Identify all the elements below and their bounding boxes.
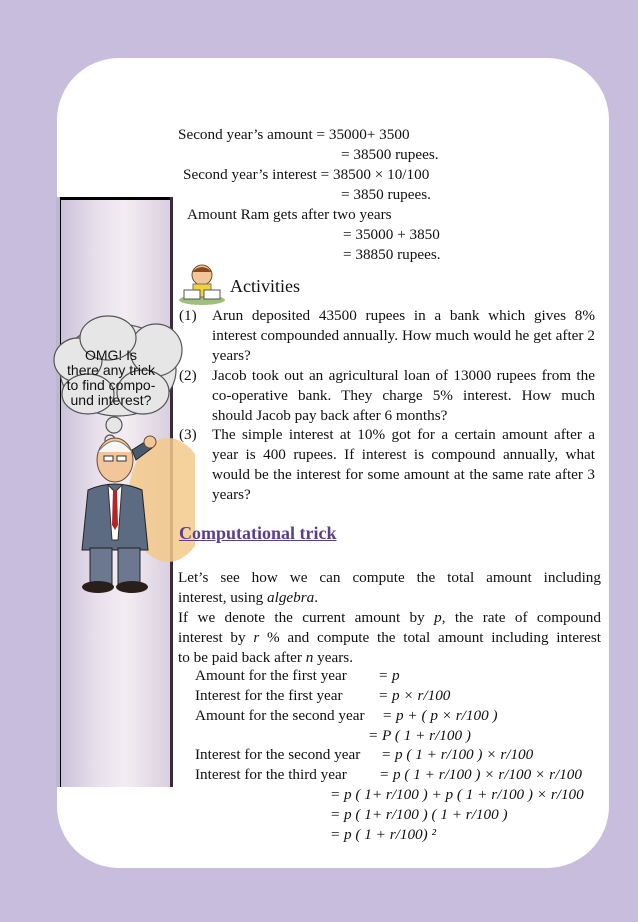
computational-trick-heading: Computational trick bbox=[179, 523, 337, 543]
activity-item bbox=[179, 366, 595, 426]
activity-number: (3) bbox=[179, 426, 197, 443]
trick-paragraph-line: to be paid back after n years. bbox=[178, 649, 354, 666]
formula-value: = p ( 1+ r/100 ) ( 1 + r/100 ) bbox=[330, 806, 508, 823]
formula-value: = p ( 1 + r/100) ² bbox=[330, 826, 437, 843]
formula-value: = P ( 1 + r/100 ) bbox=[368, 727, 471, 744]
activity-number: (2) bbox=[179, 367, 197, 384]
calc-line: = 35000 + 3850 bbox=[343, 226, 440, 243]
trick-paragraph-line: interest, using algebra. bbox=[178, 589, 319, 606]
calc-line: = 38850 rupees. bbox=[343, 246, 441, 263]
activity-text: Jacob took out an agricultural loan of 13000 rupees from the co-operative bank. They charge 5% interest. How much should Jacob pay back after 6 months? bbox=[212, 367, 595, 424]
activities-heading: Activities bbox=[230, 276, 300, 296]
calc-line: Second year’s amount = 35000+ 3500 bbox=[178, 126, 410, 143]
formula-label: Interest for the third year bbox=[195, 766, 347, 783]
cloud-line: there any trick bbox=[67, 362, 155, 378]
formula-value: = p ( 1 + r/100 ) × r/100 × r/100 bbox=[379, 766, 582, 783]
cloud-line: to find compo- bbox=[66, 377, 156, 393]
formula-value: = p bbox=[378, 667, 400, 684]
activity-item bbox=[179, 425, 595, 505]
formula-value: = p × r/100 bbox=[378, 687, 451, 704]
trick-paragraph-line: If we denote the current amount by p, the rate of compound bbox=[178, 609, 601, 626]
thought-cloud-text bbox=[50, 348, 172, 408]
activity-text: Arun deposited 43500 rupees in a bank which gives 8% interest compounded annually. How much would he get after 2 years? bbox=[212, 307, 595, 364]
calc-line: = 3850 rupees. bbox=[341, 186, 431, 203]
calc-line: = 38500 rupees. bbox=[341, 146, 439, 163]
formula-label: Amount for the second year bbox=[195, 707, 365, 724]
activity-item bbox=[179, 306, 595, 366]
trick-paragraph-line: interest by r % and compute the total amount including interest bbox=[178, 629, 601, 646]
formula-value: = p ( 1+ r/100 ) + p ( 1 + r/100 ) × r/100 bbox=[330, 786, 584, 803]
calc-line: Amount Ram gets after two years bbox=[187, 206, 392, 223]
emphasis-algebra: algebra bbox=[267, 589, 315, 606]
formula-label: Amount for the first year bbox=[195, 667, 347, 684]
formula-label: Interest for the second year bbox=[195, 746, 361, 763]
thinking-man-illustration bbox=[60, 430, 195, 600]
trick-paragraph-line: Let’s see how we can compute the total amount including bbox=[178, 569, 601, 586]
reading-child-icon bbox=[178, 262, 226, 306]
formula-value: = p + ( p × r/100 ) bbox=[382, 707, 498, 724]
activity-number: (1) bbox=[179, 307, 197, 324]
cloud-line: OMG! Is bbox=[84, 347, 138, 363]
activity-text: The simple interest at 10% got for a certain amount after a year is 400 rupees. If interest is compound annually, what would be the interest for some amount at the same rate after 3 years? bbox=[212, 426, 595, 503]
cloud-line: und interest? bbox=[70, 392, 152, 408]
calc-line: Second year’s interest = 38500 × 10/100 bbox=[183, 166, 430, 183]
formula-value: = p ( 1 + r/100 ) × r/100 bbox=[381, 746, 534, 763]
formula-label: Interest for the first year bbox=[195, 687, 343, 704]
